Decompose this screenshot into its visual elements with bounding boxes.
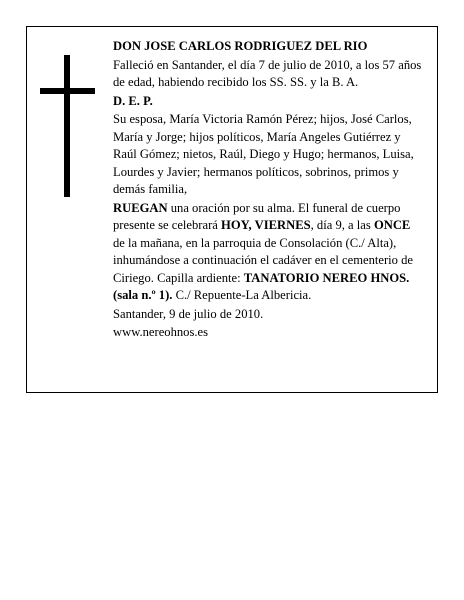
family-list: Su esposa, María Victoria Ramón Pérez; hijos, José Carlos, María y Jorge; hijos políticos, María Angeles Gutiérrez y Raúl Gómez; nietos, Raúl, Diego y Hugo; hermanos, Luisa, Lourdes y Javier; hermanos políticos, sobrinos, primos y demás familia, [113, 112, 414, 196]
death-notice: Falleció en Santander, el día 7 de julio de 2010, a los 57 años de edad, habiendo recibido los SS. SS. y la B. A. [113, 57, 422, 89]
dep-label: D. E. P. [113, 93, 153, 108]
funeral-hour: ONCE [373, 218, 411, 232]
signed-date: Santander, 9 de julio de 2010. [113, 306, 264, 321]
funeral-paragraph: RUEGAN una oración por su alma. El funeral de cuerpo presente se celebrará HOY, VIERNES, día 9, a las ONCE de la mañana, en la parroquia de Consolación (C./ Alta), inhumándose a continuación el cadáver en el cementerio de Ciriego. Capilla ardiente: TANATORIO NEREO HNOS. (sala n.º 1). C./ Repuente-La Albericia. [113, 200, 414, 302]
funeral-day: HOY, VIERNES [221, 218, 311, 232]
ruegan-word: RUEGAN [113, 200, 168, 215]
funeral-home-address: C./ Repuente-La Albericia. [172, 288, 312, 302]
funeral-home: TANATORIO NEREO HNOS. (sala n.º 1). [113, 270, 410, 302]
obituary-text [113, 38, 425, 343]
website-link[interactable]: www.nereohnos.es [113, 325, 209, 339]
cross-icon [40, 55, 95, 197]
deceased-name: DON JOSE CARLOS RODRIGUEZ DEL RIO [113, 39, 368, 53]
